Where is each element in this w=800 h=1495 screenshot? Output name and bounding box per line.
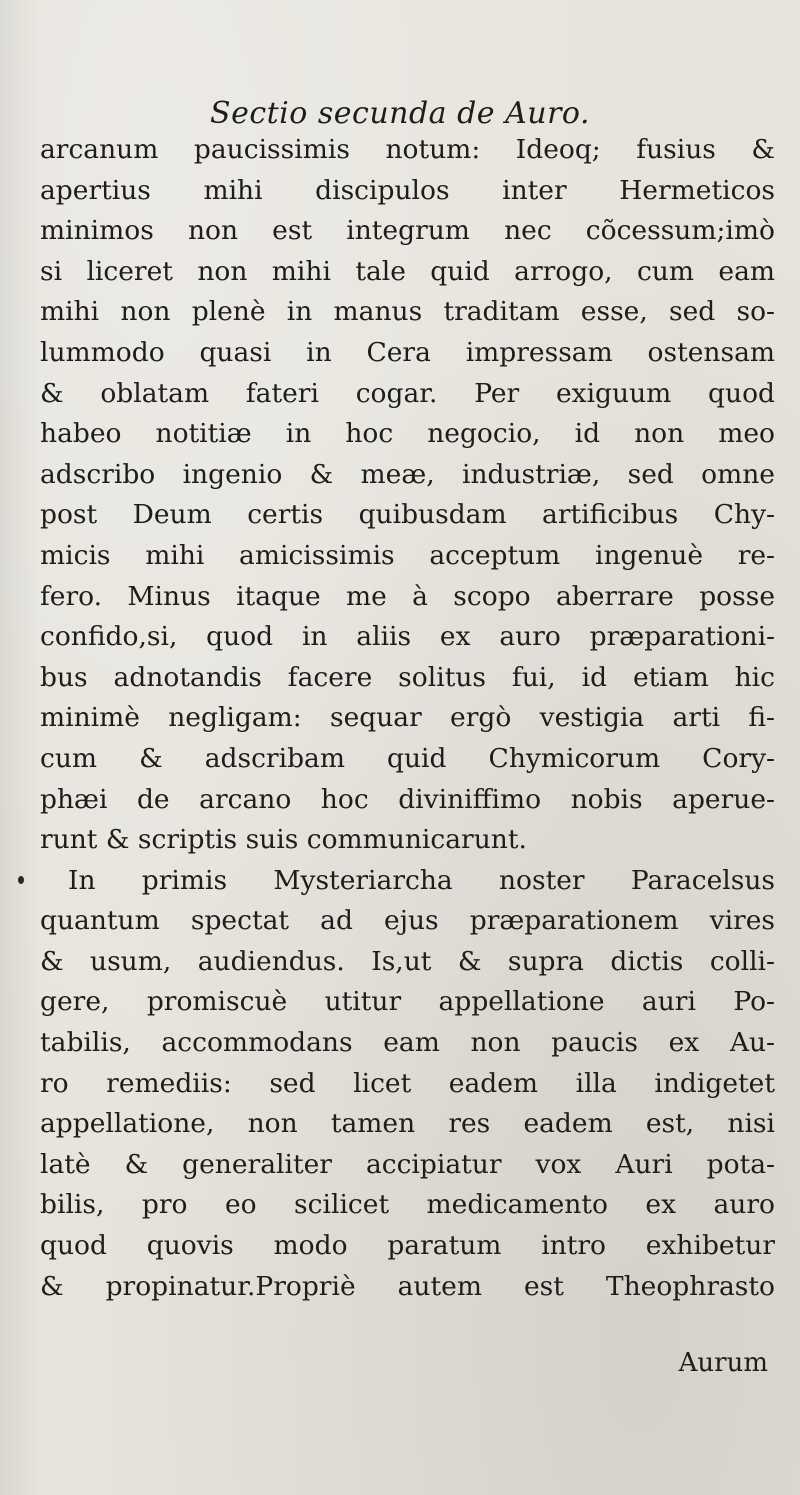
text-line: adscribo ingenio & meæ, industriæ, sed omne (40, 458, 775, 490)
text-line: bus adnotandis facere solitus fui, id etiam hic (40, 661, 775, 693)
text-line: arcanum paucissimis notum: Ideoq; fusius & (40, 134, 775, 165)
text-line: tabilis, accommodans eam non paucis ex Au- (40, 1027, 775, 1059)
text-line: confido,si, quod in aliis ex auro præparationi- (40, 621, 775, 653)
body-text (40, 130, 775, 1307)
text-line: phæi de arcano hoc diviniffimo nobis aperue- (40, 783, 775, 815)
page-fold-shadow (0, 0, 40, 1495)
text-line: lummodo quasi in Cera impressam ostensam (40, 336, 775, 368)
text-line: quantum spectat ad ejus præparationem vires (40, 905, 775, 937)
text-line: habeo notitiæ in hoc negocio, id non meo (40, 418, 775, 450)
text-line: appellatione, non tamen res eadem est, nisi (40, 1108, 775, 1140)
catchword: Aurum (678, 1348, 768, 1378)
text-line: ro remediis: sed licet eadem illa indigetet (40, 1067, 775, 1099)
text-line: post Deum certis quibusdam artificibus Chy- (40, 499, 775, 531)
text-line: quod quovis modo paratum intro exhibetur (40, 1230, 775, 1262)
text-line: cum & adscribam quid Chymicorum Cory- (40, 742, 775, 774)
text-line: micis mihi amicissimis acceptum ingenuè re- (40, 539, 775, 571)
text-line: minimos non est integrum nec cõcessum;imò (40, 215, 775, 247)
text-line: mihi non plenè in manus traditam esse, sed so- (40, 296, 775, 328)
text-line: si liceret non mihi tale quid arrogo, cum eam (40, 255, 775, 287)
running-head: Sectio secunda de Auro. (210, 96, 590, 131)
text-line: gere, promiscuè utitur appellatione auri Po- (40, 986, 775, 1018)
text-line: In primis Mysteriarcha noster Paracelsus (68, 864, 775, 896)
text-line: & oblatam fateri cogar. Per exiguum quod (40, 377, 775, 409)
text-line: latè & generaliter accipiatur vox Auri pota- (40, 1148, 775, 1180)
text-line: & propinatur.Propriè autem est Theophrasto (40, 1270, 775, 1302)
text-line: fero. Minus itaque me à scopo aberrare posse (40, 580, 775, 612)
text-line: runt & scriptis suis communicarunt. (40, 824, 527, 856)
margin-mark (18, 876, 24, 884)
text-line: apertius mihi discipulos inter Hermeticos (40, 174, 775, 206)
text-line: & usum, audiendus. Is,ut & supra dictis colli- (40, 945, 775, 977)
text-line: bilis, pro eo scilicet medicamento ex auro (40, 1189, 775, 1221)
text-line: minimè negligam: sequar ergò vestigia arti fi- (40, 702, 775, 734)
